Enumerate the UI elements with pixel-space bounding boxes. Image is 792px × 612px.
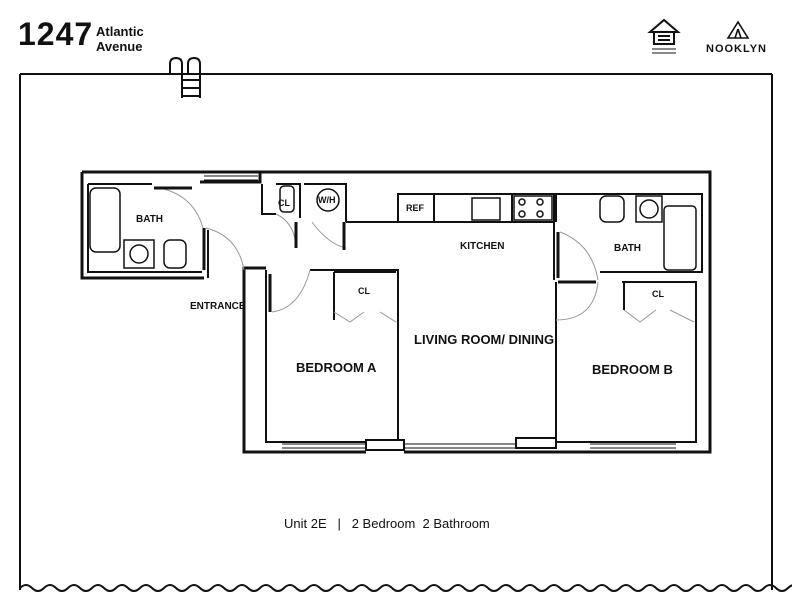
kitchen-label: KITCHEN bbox=[460, 241, 505, 252]
ladder-icon bbox=[170, 58, 200, 98]
sink-left bbox=[124, 240, 154, 268]
exterior-walls bbox=[82, 172, 710, 452]
bath-left-label: BATH bbox=[136, 214, 164, 225]
bathtub-right bbox=[664, 206, 696, 270]
unit-bathrooms: 2 Bathroom bbox=[422, 516, 490, 531]
building-number: 1247 bbox=[18, 16, 94, 52]
ref-label: REF bbox=[406, 203, 424, 213]
street-line-2: Avenue bbox=[96, 39, 143, 54]
brand-name: NOOKLYN bbox=[706, 43, 767, 55]
unit-caption bbox=[284, 516, 490, 531]
bathtub-left bbox=[90, 188, 120, 252]
kitchen-sink bbox=[472, 198, 500, 220]
living-room-label: LIVING ROOM/ DINING bbox=[414, 332, 555, 347]
unit-name: Unit 2E bbox=[284, 516, 327, 531]
equal-housing-logo bbox=[650, 20, 678, 53]
toilet-left bbox=[164, 240, 186, 268]
windows bbox=[204, 176, 676, 450]
bedroom-b-label: BEDROOM B bbox=[592, 362, 673, 377]
fixtures bbox=[90, 186, 696, 270]
bath-right-label: BATH bbox=[614, 243, 642, 254]
closet-1-label: CL bbox=[278, 198, 290, 208]
unit-bedrooms: 2 Bedroom bbox=[351, 516, 416, 531]
unit-separator: | bbox=[337, 516, 341, 531]
wh-label: W/H bbox=[318, 195, 336, 205]
street-line-1: Atlantic bbox=[96, 24, 144, 39]
closet-b-label: CL bbox=[652, 289, 664, 299]
nooklyn-tent-logo bbox=[728, 22, 748, 38]
bedroom-a-label: BEDROOM A bbox=[296, 360, 377, 375]
toilet-right bbox=[600, 196, 624, 222]
closet-a-label: CL bbox=[358, 286, 370, 296]
door-leaves bbox=[154, 188, 596, 312]
lot-boundary bbox=[20, 74, 792, 591]
entrance-label: ENTRANCE bbox=[190, 301, 246, 312]
